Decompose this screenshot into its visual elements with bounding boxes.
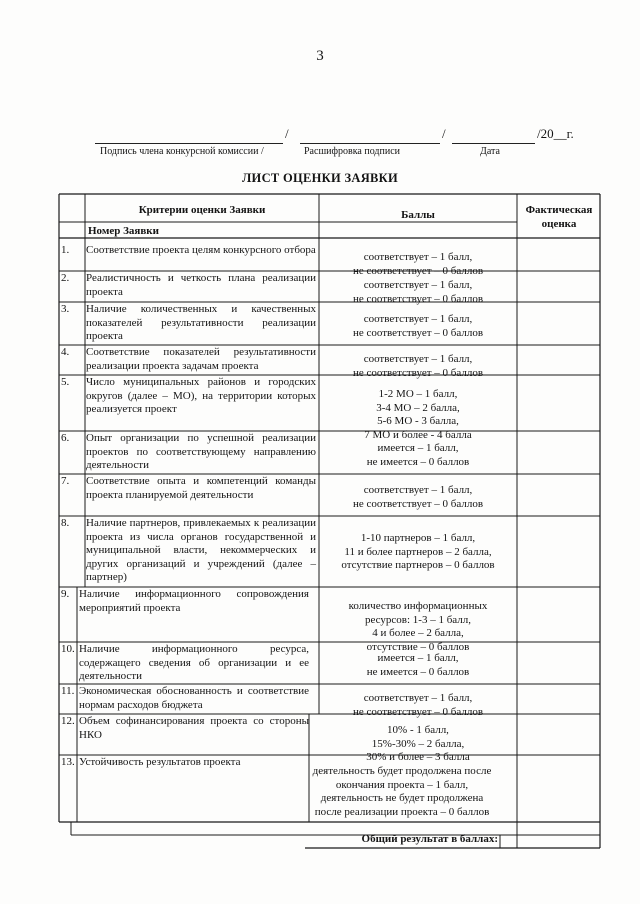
points-text: 1-10 партнеров – 1 балл, 11 и более партнеров – 2 балла, отсутствие партнеров – 0 баллов <box>341 532 495 571</box>
criterion-text: Устойчивость результатов проекта <box>79 756 241 768</box>
criterion-text: Объем софинансирования проекта со стороны НКО <box>79 715 309 741</box>
date-label: Дата <box>480 146 500 157</box>
criterion-text: Наличие партнеров, привлекаемых к реализации проекта из числа органов государственной и муниципальной власти, некоммерческих и других организаций и учреждений (далее – партнер) <box>86 517 316 583</box>
criterion-text: Опыт организации по успешной реализации проектов по соответствующему направлению деятельности <box>86 432 316 471</box>
criterion-text: Реалистичность и четкость плана реализации проекта <box>86 272 316 298</box>
points-text: соответствует – 1 балл, не соответствует – 0 баллов <box>352 313 484 339</box>
sheet-title: ЛИСТ ОЦЕНКИ ЗАЯВКИ <box>241 171 399 185</box>
actual-score-header: Фактическая оценка <box>525 204 593 230</box>
date-year-suffix: /20__г. <box>537 126 574 141</box>
row-number: 7. <box>61 475 70 487</box>
row-number: 13. <box>61 756 75 768</box>
row-number: 11. <box>61 685 75 697</box>
points-text: количество информационных ресурсов: 1-3 – 1 балл, 4 и более – 2 балла, отсутствие – 0 баллов <box>348 600 488 653</box>
row-number: 6. <box>61 432 70 444</box>
points-text: соответствует – 1 балл, не соответствует – 0 баллов <box>352 251 484 277</box>
points-text: имеется – 1 балл, не имеется – 0 баллов <box>366 652 470 678</box>
points-text: соответствует – 1 балл, не соответствует – 0 баллов <box>352 279 484 305</box>
points-text: 10% - 1 балл, 15%-30% – 2 балла, 30% и более – 3 балла <box>366 724 470 763</box>
criterion-text: Соответствие показателей результативности реализации проекта задачам проекта <box>86 346 316 372</box>
row-number: 8. <box>61 517 70 529</box>
decoding-label: Расшифровка подписи <box>304 146 400 157</box>
row-number: 1. <box>61 244 70 256</box>
application-number-label: Номер Заявки <box>88 225 159 237</box>
criterion-text: Наличие информационного ресурса, содержащего сведения об организации и ее деятельности <box>79 643 309 682</box>
points-text: соответствует – 1 балл, не соответствует – 0 баллов <box>352 484 484 510</box>
points-text: соответствует – 1 балл, не соответствует – 0 баллов <box>352 353 484 379</box>
points-text: деятельность будет продолжена после окончания проекта – 1 балл, деятельность не будет продолжена после реализации проекта – 0 баллов <box>312 765 492 818</box>
total-score-label: Общий результат в баллах: <box>361 833 498 845</box>
criterion-text: Наличие количественных и качественных показателей результативности реализации проекта <box>86 303 316 342</box>
criterion-text: Наличие информационного сопровождения мероприятий проекта <box>79 588 309 614</box>
points-header: Баллы <box>401 209 435 221</box>
row-number: 3. <box>61 303 70 315</box>
criterion-text: Соответствие опыта и компетенций команды проекта планируемой деятельности <box>86 475 316 501</box>
signature-separator: / <box>442 126 446 141</box>
page-number: 3 <box>316 48 324 64</box>
criterion-text: Соответствие проекта целям конкурсного отбора <box>86 244 316 256</box>
signature-separator: / <box>285 126 289 141</box>
points-text: 1-2 МО – 1 балл, 3-4 МО – 2 балла, 5-6 МО - 3 балла, 7 МО и более - 4 балла <box>364 388 472 441</box>
row-number: 2. <box>61 272 70 284</box>
criteria-header: Критерии оценки Заявки <box>138 204 266 216</box>
criterion-text: Экономическая обоснованность и соответствие нормам расходов бюджета <box>79 685 309 711</box>
row-number: 4. <box>61 346 70 358</box>
row-number: 9. <box>61 588 70 600</box>
points-text: имеется – 1 балл, не имеется – 0 баллов <box>366 442 470 468</box>
row-number: 10. <box>61 643 75 655</box>
points-text: соответствует – 1 балл, не соответствует – 0 баллов <box>352 692 484 718</box>
row-number: 12. <box>61 715 75 727</box>
row-number: 5. <box>61 376 70 388</box>
criterion-text: Число муниципальных районов и городских округов (далее – МО), на территории которых реализуется проект <box>86 376 316 415</box>
member-signature-label: Подпись члена конкурсной комиссии / <box>100 146 264 157</box>
